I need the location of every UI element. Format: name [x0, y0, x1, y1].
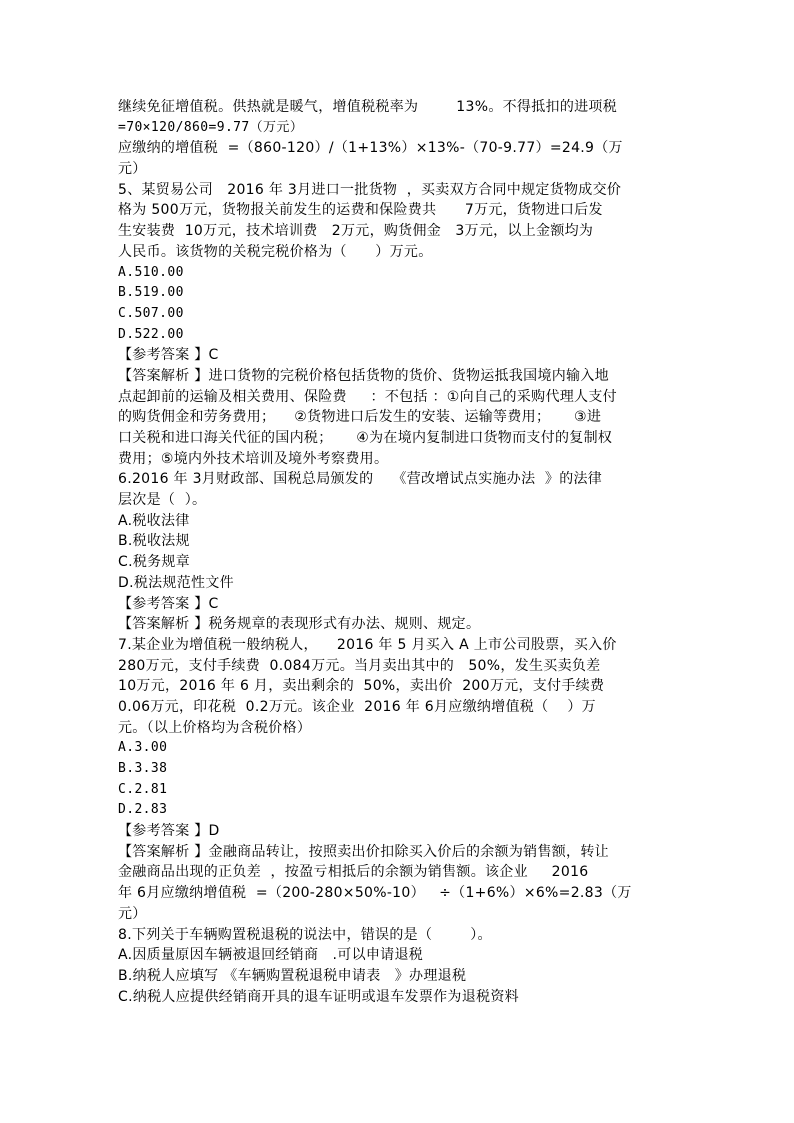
option-d: D.522.00 [118, 326, 184, 342]
reference-answer: 【参考答案 】C [118, 595, 219, 612]
option-c: C.纳税人应提供经销商开具的退车证明或退车发票作为退税资料 [118, 988, 519, 1005]
text-line: 元） [118, 161, 147, 178]
text-line: 费用；⑤境内外技术培训及境外考察费用。 [118, 450, 389, 467]
question-5-text: 5、某贸易公司 2016 年 3月进口一批货物 ，买卖双方合同中规定货物成交价 [118, 181, 622, 198]
text-line: 元） [118, 905, 147, 922]
option-d: D.2.83 [118, 802, 168, 818]
text-line: 生安装费 10万元，技术培训费 2万元，购货佣金 3万元，以上金额均为 [118, 223, 594, 240]
text-line: 元。（以上价格均为含税价格） [118, 719, 312, 736]
answer-analysis: 【答案解析 】进口货物的完税价格包括货物的货价、货物运抵我国境内输入地 [118, 367, 609, 384]
reference-answer: 【参考答案 】C [118, 347, 219, 364]
option-c: C.税务规章 [118, 554, 191, 571]
text-line: 10万元，2016 年 6 月，卖出剩余的 50%，卖出价 200万元，支付手续费 [118, 678, 605, 695]
text-line: 280万元，支付手续费 0.084万元。当月卖出其中的 50%，发生买卖负差 [118, 657, 601, 674]
text-line: 格为 500万元，货物报关前发生的运费和保险费共 7万元，货物进口后发 [118, 202, 603, 219]
text-line: 层次是（ ）。 [118, 492, 207, 509]
text-line: 年 6月应缴纳增值税 =（200-280×50%-10） ÷（1+6%）×6%=2.83（万 [118, 885, 632, 902]
text-line: 的购货佣金和劳务费用； ②货物进口后发生的安装、运输等费用； ③进 [118, 409, 602, 426]
option-a: A.510.00 [118, 264, 184, 280]
text-line: 继续免征增值税。供热就是暖气，增值税税率为 13%。不得抵扣的进项税 [118, 99, 618, 115]
document-page [118, 97, 678, 1007]
option-b: B.税收法规 [118, 533, 190, 550]
option-b: B.3.38 [118, 761, 168, 776]
answer-analysis: 【答案解析 】金融商品转让，按照卖出价扣除买入价后的余额为销售额，转让 [118, 843, 609, 860]
text-line: 口关税和进口海关代征的国内税； ④为在境内复制进口货物而支付的复制权 [118, 430, 613, 446]
option-a: A.3.00 [118, 740, 168, 756]
option-a: A.因质量原因车辆被退回经销商 .可以申请退税 [118, 947, 424, 964]
reference-answer: 【参考答案 】D [118, 823, 220, 840]
text-line: 点起卸前的运输及相关费用、保险费 ：不包括 ：①向自己的采购代理人支付 [118, 388, 617, 405]
option-a: A.税收法律 [118, 512, 190, 529]
text-line: 0.06万元，印花税 0.2万元。该企业 2016 年 6月应缴纳增值税（ ）万 [118, 698, 596, 715]
option-c: C.2.81 [118, 781, 168, 797]
text-line: 金融商品出现的正负差 ，按盈亏相抵后的余额为销售额。该企业 2016 [118, 864, 589, 881]
text-line: 人民币。该货物的关税完税价格为（ ）万元。 [118, 243, 433, 260]
text-line: =70×120/860=9.77（万元） [118, 119, 304, 135]
text-line: 应缴纳的增值税 =（860-120）/（1+13%）×13%-（70-9.77）=24.9（万 [118, 140, 623, 157]
option-d: D.税法规范性文件 [118, 574, 234, 591]
question-6-text: 6.2016 年 3月财政部、国税总局颁发的 《营改增试点实施办法 》的法律 [118, 471, 603, 488]
question-7-text: 7.某企业为增值税一般纳税人， 2016 年 5 月买入 A 上市公司股票，买入价 [118, 636, 617, 653]
option-b: B.纳税人应填写 《车辆购置税退税申请表 》办理退税 [118, 967, 467, 984]
question-8-text: 8.下列关于车辆购置税退税的说法中，错误的是（ ）。 [118, 926, 492, 943]
option-c: C.507.00 [118, 305, 184, 321]
answer-analysis: 【答案解析 】税务规章的表现形式有办法、规则、规定。 [118, 616, 481, 633]
option-b: B.519.00 [118, 285, 184, 301]
